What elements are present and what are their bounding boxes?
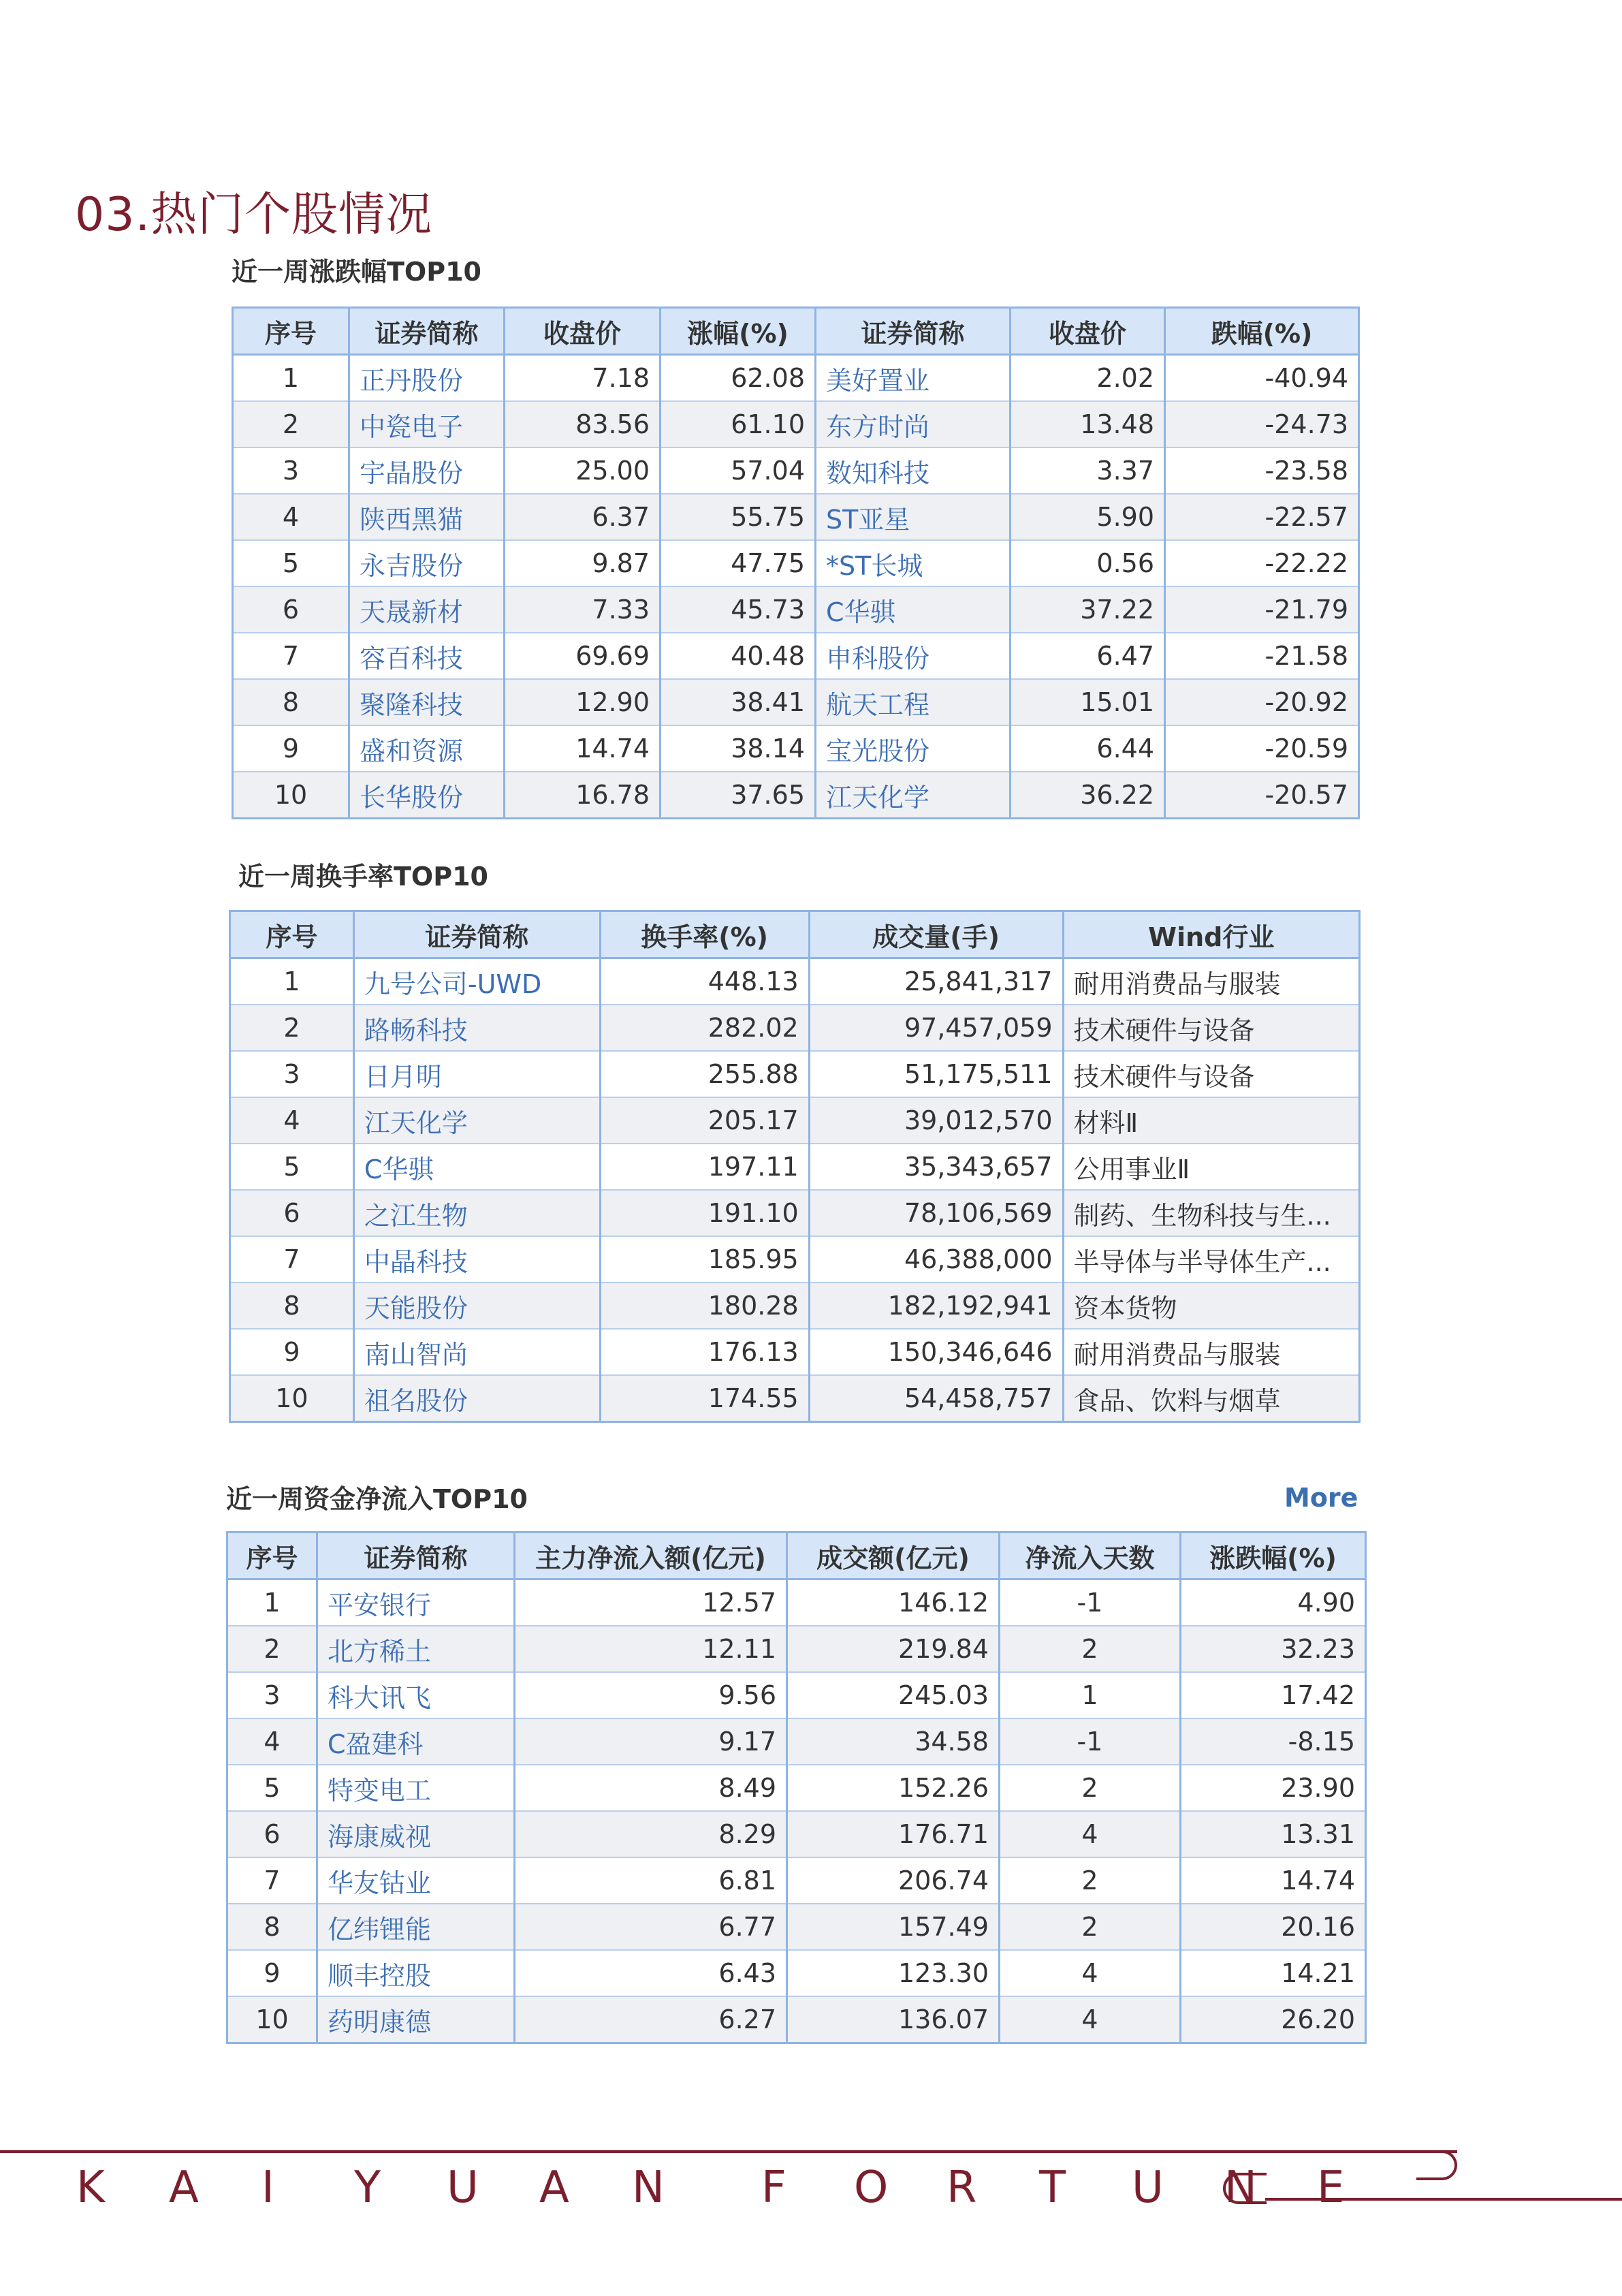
cell-no: 10 <box>233 772 349 819</box>
table-row <box>227 1904 1366 1950</box>
table-row <box>233 494 1359 540</box>
cell-name[interactable] <box>317 1765 515 1811</box>
cell-no: 1 <box>227 1579 317 1626</box>
table-row <box>233 679 1359 725</box>
cell-loss-pct: -24.73 <box>1165 401 1359 447</box>
stock-link[interactable]: 宇晶股份 <box>360 458 464 488</box>
col-header-inflow: 主力净流入额(亿元) <box>515 1532 787 1579</box>
stock-link[interactable]: 申科股份 <box>826 643 930 674</box>
stock-link[interactable]: 祖名股份 <box>364 1385 468 1416</box>
stock-link[interactable]: 江天化学 <box>826 782 930 813</box>
stock-link[interactable]: 长华股份 <box>360 782 464 813</box>
cell-amount: 146.12 <box>787 1579 1000 1626</box>
cell-no: 1 <box>230 958 354 1005</box>
stock-link[interactable]: 华友钴业 <box>328 1868 432 1898</box>
cell-volume: 51,175,511 <box>809 1051 1063 1097</box>
cell-no: 7 <box>227 1857 317 1904</box>
table-row <box>230 1236 1360 1283</box>
stock-link[interactable]: 日月明 <box>364 1061 442 1092</box>
stock-link[interactable]: 平安银行 <box>328 1590 432 1620</box>
brand-letter: U <box>1132 2163 1164 2213</box>
table-row <box>227 1765 1366 1811</box>
brand-letter: N <box>1224 2163 1257 2213</box>
cell-change: 20.16 <box>1181 1904 1366 1950</box>
cell-amount: 176.71 <box>787 1811 1000 1857</box>
stock-link[interactable]: 路畅科技 <box>364 1015 468 1045</box>
cell-inflow: 6.27 <box>515 1996 787 2043</box>
cell-turnover: 180.28 <box>600 1283 809 1329</box>
stock-link[interactable]: 海康威视 <box>328 1821 432 1852</box>
cell-amount: 219.84 <box>787 1626 1000 1672</box>
cell-no: 10 <box>227 1996 317 2043</box>
stock-link[interactable]: 宝光股份 <box>826 736 930 766</box>
col-header-amount: 成交额(亿元) <box>787 1532 1000 1579</box>
brand-letter: A <box>539 2163 569 2213</box>
cell-change: 23.90 <box>1181 1765 1366 1811</box>
brand-letter: E <box>1317 2163 1345 2213</box>
cell-name[interactable] <box>353 1236 600 1283</box>
brand-letter: R <box>947 2163 977 2213</box>
cell-inflow: 6.81 <box>515 1857 787 1904</box>
cell-turnover: 174.55 <box>600 1375 809 1422</box>
cell-name[interactable] <box>317 1718 515 1765</box>
cell-no: 8 <box>233 679 349 725</box>
cell-no: 9 <box>233 725 349 772</box>
stock-link[interactable]: ST亚星 <box>826 504 910 535</box>
cell-gain-close: 7.18 <box>505 355 661 402</box>
cell-name[interactable] <box>353 1144 600 1190</box>
cell-turnover: 205.17 <box>600 1097 809 1144</box>
table-row <box>230 1097 1360 1144</box>
cell-change: 4.90 <box>1181 1579 1366 1626</box>
cell-volume: 54,458,757 <box>809 1375 1063 1422</box>
table2-title: 近一周换手率TOP10 <box>238 862 488 892</box>
cell-gain-close: 16.78 <box>505 772 661 819</box>
cell-loss-close: 6.44 <box>1011 725 1165 772</box>
cell-volume: 46,388,000 <box>809 1236 1063 1283</box>
col-header-days: 净流入天数 <box>1000 1532 1181 1579</box>
cell-volume: 182,192,941 <box>809 1283 1063 1329</box>
col-header-no: 序号 <box>230 911 354 958</box>
cell-loss-name[interactable] <box>816 725 1011 772</box>
stock-link[interactable]: 中晶科技 <box>364 1246 468 1277</box>
cell-loss-pct: -22.22 <box>1165 540 1359 586</box>
stock-link[interactable]: 天能股份 <box>364 1293 468 1323</box>
cell-loss-pct: -21.58 <box>1165 633 1359 679</box>
cell-loss-close: 13.48 <box>1011 401 1165 447</box>
cell-inflow: 9.17 <box>515 1718 787 1765</box>
cell-no: 3 <box>233 447 349 494</box>
cell-volume: 97,457,059 <box>809 1005 1063 1051</box>
cell-loss-pct: -20.57 <box>1165 772 1359 819</box>
cell-volume: 39,012,570 <box>809 1097 1063 1144</box>
cell-no: 3 <box>230 1051 354 1097</box>
stock-link[interactable]: 顺丰控股 <box>328 1960 432 1991</box>
cell-amount: 136.07 <box>787 1996 1000 2043</box>
col-header-no: 序号 <box>233 308 349 355</box>
cell-loss-pct: -20.92 <box>1165 679 1359 725</box>
table-row <box>233 633 1359 679</box>
cell-no: 8 <box>227 1904 317 1950</box>
stock-link[interactable]: 盛和资源 <box>360 736 464 766</box>
cell-gain-close: 6.37 <box>505 494 661 540</box>
cell-no: 4 <box>233 494 349 540</box>
cell-loss-name[interactable] <box>816 401 1011 447</box>
col-header-name: 证券简称 <box>317 1532 515 1579</box>
col-header-change: 涨跌幅(%) <box>1181 1532 1366 1579</box>
cell-industry: 耐用消费品与服装 <box>1063 958 1359 1005</box>
cell-name[interactable] <box>353 1097 600 1144</box>
col-header-turnover: 换手率(%) <box>600 911 809 958</box>
cell-gain-name[interactable] <box>349 679 505 725</box>
cell-no: 3 <box>227 1672 317 1718</box>
col-header-volume: 成交量(手) <box>809 911 1063 958</box>
stock-link[interactable]: 北方稀土 <box>328 1636 432 1667</box>
cell-name[interactable] <box>353 1190 600 1236</box>
table-row <box>233 447 1359 494</box>
cell-inflow: 6.43 <box>515 1950 787 1996</box>
table-row <box>233 355 1359 402</box>
cell-change: 26.20 <box>1181 1996 1366 2043</box>
cell-volume: 150,346,646 <box>809 1329 1063 1375</box>
cell-name[interactable] <box>353 1375 600 1422</box>
stock-link[interactable]: 中瓷电子 <box>360 411 464 442</box>
cell-industry: 技术硬件与设备 <box>1063 1005 1359 1051</box>
cell-loss-close: 5.90 <box>1011 494 1165 540</box>
cell-no: 9 <box>230 1329 354 1375</box>
cell-no: 10 <box>230 1375 354 1422</box>
cell-no: 5 <box>233 540 349 586</box>
brand-letter: A <box>169 2163 199 2213</box>
brand-letter: I <box>261 2163 274 2213</box>
cell-gain-close: 9.87 <box>505 540 661 586</box>
cell-loss-name[interactable] <box>816 633 1011 679</box>
col-header-gain-pct: 涨幅(%) <box>661 308 816 355</box>
table-row <box>230 1329 1360 1375</box>
cell-loss-pct: -40.94 <box>1165 355 1359 402</box>
cell-gain-name[interactable] <box>349 540 505 586</box>
stock-link[interactable]: C盈建科 <box>328 1729 424 1759</box>
stock-link[interactable]: 特变电工 <box>328 1775 432 1806</box>
col-header-loss-close: 收盘价 <box>1011 308 1165 355</box>
cell-turnover: 197.11 <box>600 1144 809 1190</box>
cell-days: -1 <box>1000 1718 1181 1765</box>
cell-days: 1 <box>1000 1672 1181 1718</box>
table-header-row <box>233 308 1359 355</box>
stock-link[interactable]: 东方时尚 <box>826 411 930 442</box>
cell-loss-name[interactable] <box>816 540 1011 586</box>
cell-name[interactable] <box>317 1904 515 1950</box>
cell-gain-name[interactable] <box>349 494 505 540</box>
cell-inflow: 9.56 <box>515 1672 787 1718</box>
cell-gain-pct: 40.48 <box>661 633 816 679</box>
cell-gain-name[interactable] <box>349 633 505 679</box>
cell-name[interactable] <box>317 1672 515 1718</box>
stock-link[interactable]: *ST长城 <box>826 550 923 581</box>
cell-no: 8 <box>230 1283 354 1329</box>
col-header-gain-name: 证券简称 <box>349 308 505 355</box>
cell-industry: 食品、饮料与烟草 <box>1063 1375 1359 1422</box>
brand-letter: O <box>854 2163 889 2213</box>
cell-industry: 公用事业Ⅱ <box>1063 1144 1359 1190</box>
stock-link[interactable]: 美好置业 <box>826 365 930 396</box>
table-row <box>230 1144 1360 1190</box>
cell-days: -1 <box>1000 1579 1181 1626</box>
table-row <box>230 1051 1360 1097</box>
brand-letter: U <box>447 2163 479 2213</box>
cell-amount: 157.49 <box>787 1904 1000 1950</box>
cell-gain-name[interactable] <box>349 447 505 494</box>
table-row <box>227 1718 1366 1765</box>
col-header-loss-name: 证券简称 <box>816 308 1011 355</box>
turnover-table <box>229 910 1361 1423</box>
cell-loss-pct: -22.57 <box>1165 494 1359 540</box>
cell-name[interactable] <box>353 1005 600 1051</box>
cell-change: 14.21 <box>1181 1950 1366 1996</box>
cell-days: 4 <box>1000 1996 1181 2043</box>
table-row <box>230 1375 1360 1422</box>
cell-loss-name[interactable] <box>816 772 1011 819</box>
footer-rule-cap-right <box>1416 2150 1457 2180</box>
footer-rule-top <box>0 2150 1457 2153</box>
cell-change: 13.31 <box>1181 1811 1366 1857</box>
cell-name[interactable] <box>317 1811 515 1857</box>
table-row <box>230 958 1360 1005</box>
cell-no: 6 <box>233 586 349 633</box>
section-heading: 03.热门个股情况 <box>75 188 433 242</box>
cell-inflow: 8.29 <box>515 1811 787 1857</box>
cell-turnover: 282.02 <box>600 1005 809 1051</box>
cell-inflow: 12.11 <box>515 1626 787 1672</box>
cell-no: 5 <box>227 1765 317 1811</box>
col-header-industry: Wind行业 <box>1063 911 1359 958</box>
cell-turnover: 176.13 <box>600 1329 809 1375</box>
stock-link[interactable]: 亿纬锂能 <box>328 1914 432 1945</box>
cell-amount: 34.58 <box>787 1718 1000 1765</box>
cell-industry: 制药、生物科技与生... <box>1063 1190 1359 1236</box>
cell-gain-name[interactable] <box>349 355 505 402</box>
cell-name[interactable] <box>317 1996 515 2043</box>
cell-no: 9 <box>227 1950 317 1996</box>
brand-letter: K <box>76 2163 105 2213</box>
cell-gain-pct: 57.04 <box>661 447 816 494</box>
cell-gain-pct: 45.73 <box>661 586 816 633</box>
cell-gain-name[interactable] <box>349 725 505 772</box>
stock-link[interactable]: 药明康德 <box>328 2007 432 2037</box>
col-header-loss-pct: 跌幅(%) <box>1165 308 1359 355</box>
stock-link[interactable]: 正丹股份 <box>360 365 464 396</box>
cell-days: 4 <box>1000 1811 1181 1857</box>
cell-loss-name[interactable] <box>816 586 1011 633</box>
cell-change: -8.15 <box>1181 1718 1366 1765</box>
gainers-losers-table <box>232 306 1360 819</box>
cell-no: 7 <box>233 633 349 679</box>
cell-industry: 半导体与半导体生产... <box>1063 1236 1359 1283</box>
stock-link[interactable]: 陕西黑猫 <box>360 504 464 535</box>
cell-inflow: 12.57 <box>515 1579 787 1626</box>
cell-name[interactable] <box>317 1626 515 1672</box>
brand-letter: T <box>1039 2163 1066 2213</box>
col-header-no: 序号 <box>227 1532 317 1579</box>
cell-no: 5 <box>230 1144 354 1190</box>
cell-gain-name[interactable] <box>349 401 505 447</box>
table-row <box>227 1672 1366 1718</box>
cell-gain-pct: 38.14 <box>661 725 816 772</box>
cell-loss-pct: -21.79 <box>1165 586 1359 633</box>
stock-link[interactable]: 之江生物 <box>364 1200 468 1231</box>
cell-loss-name[interactable] <box>816 679 1011 725</box>
cell-loss-name[interactable] <box>816 447 1011 494</box>
table-row <box>233 725 1359 772</box>
fund-inflow-table <box>226 1531 1367 2044</box>
cell-gain-name[interactable] <box>349 772 505 819</box>
cell-loss-pct: -20.59 <box>1165 725 1359 772</box>
table-row <box>227 1996 1366 2043</box>
cell-name[interactable] <box>353 1051 600 1097</box>
cell-days: 2 <box>1000 1765 1181 1811</box>
cell-gain-pct: 55.75 <box>661 494 816 540</box>
cell-name[interactable] <box>353 958 600 1005</box>
table-row <box>233 401 1359 447</box>
cell-amount: 123.30 <box>787 1950 1000 1996</box>
cell-name[interactable] <box>353 1329 600 1375</box>
cell-amount: 206.74 <box>787 1857 1000 1904</box>
stock-link[interactable]: 科大讯飞 <box>328 1682 432 1713</box>
cell-volume: 78,106,569 <box>809 1190 1063 1236</box>
cell-gain-pct: 47.75 <box>661 540 816 586</box>
table-row <box>233 586 1359 633</box>
cell-gain-name[interactable] <box>349 586 505 633</box>
cell-days: 4 <box>1000 1950 1181 1996</box>
stock-link[interactable]: 永吉股份 <box>360 550 464 581</box>
cell-loss-close: 6.47 <box>1011 633 1165 679</box>
table1-title: 近一周涨跌幅TOP10 <box>232 257 481 287</box>
cell-days: 2 <box>1000 1626 1181 1672</box>
cell-gain-close: 12.90 <box>505 679 661 725</box>
cell-days: 2 <box>1000 1904 1181 1950</box>
cell-gain-close: 14.74 <box>505 725 661 772</box>
stock-link[interactable]: 九号公司-UWD <box>364 969 542 999</box>
cell-gain-pct: 37.65 <box>661 772 816 819</box>
stock-link[interactable]: 南山智尚 <box>364 1339 468 1370</box>
cell-no: 7 <box>230 1236 354 1283</box>
cell-loss-close: 3.37 <box>1011 447 1165 494</box>
cell-turnover: 185.95 <box>600 1236 809 1283</box>
table-row <box>230 1190 1360 1236</box>
cell-no: 6 <box>227 1811 317 1857</box>
cell-turnover: 255.88 <box>600 1051 809 1097</box>
cell-loss-close: 36.22 <box>1011 772 1165 819</box>
brand-wordmark <box>76 2163 1410 2213</box>
table-row <box>230 1283 1360 1329</box>
cell-days: 2 <box>1000 1857 1181 1904</box>
stock-link[interactable]: 天晟新材 <box>360 597 464 627</box>
cell-inflow: 6.77 <box>515 1904 787 1950</box>
cell-change: 32.23 <box>1181 1626 1366 1672</box>
cell-gain-close: 7.33 <box>505 586 661 633</box>
cell-industry: 材料Ⅱ <box>1063 1097 1359 1144</box>
cell-turnover: 191.10 <box>600 1190 809 1236</box>
table-row <box>233 540 1359 586</box>
cell-amount: 152.26 <box>787 1765 1000 1811</box>
cell-loss-name[interactable] <box>816 494 1011 540</box>
cell-turnover: 448.13 <box>600 958 809 1005</box>
table-header-row <box>227 1532 1366 1579</box>
table-row <box>233 772 1359 819</box>
cell-loss-close: 0.56 <box>1011 540 1165 586</box>
cell-gain-pct: 38.41 <box>661 679 816 725</box>
cell-name[interactable] <box>353 1283 600 1329</box>
cell-gain-close: 69.69 <box>505 633 661 679</box>
brand-letter: F <box>761 2163 786 2213</box>
table-row <box>227 1626 1366 1672</box>
stock-link[interactable]: 容百科技 <box>360 643 464 674</box>
table-row <box>227 1811 1366 1857</box>
cell-industry: 耐用消费品与服装 <box>1063 1329 1359 1375</box>
cell-loss-name[interactable] <box>816 355 1011 402</box>
cell-no: 4 <box>227 1718 317 1765</box>
col-header-gain-close: 收盘价 <box>505 308 661 355</box>
cell-change: 14.74 <box>1181 1857 1366 1904</box>
cell-loss-close: 2.02 <box>1011 355 1165 402</box>
cell-gain-close: 25.00 <box>505 447 661 494</box>
stock-link[interactable]: 数知科技 <box>826 458 930 488</box>
table-row <box>230 1005 1360 1051</box>
cell-gain-close: 83.56 <box>505 401 661 447</box>
cell-loss-close: 15.01 <box>1011 679 1165 725</box>
cell-gain-pct: 61.10 <box>661 401 816 447</box>
cell-change: 17.42 <box>1181 1672 1366 1718</box>
cell-no: 2 <box>233 401 349 447</box>
stock-link[interactable]: 江天化学 <box>364 1107 468 1138</box>
cell-gain-pct: 62.08 <box>661 355 816 402</box>
cell-name[interactable] <box>317 1950 515 1996</box>
more-link[interactable]: More <box>1284 1483 1358 1513</box>
stock-link[interactable]: C华骐 <box>826 597 896 627</box>
cell-amount: 245.03 <box>787 1672 1000 1718</box>
stock-link[interactable]: 聚隆科技 <box>360 689 464 720</box>
cell-name[interactable] <box>317 1857 515 1904</box>
brand-letter: Y <box>354 2163 381 2213</box>
cell-industry: 资本货物 <box>1063 1283 1359 1329</box>
cell-no: 6 <box>230 1190 354 1236</box>
cell-volume: 35,343,657 <box>809 1144 1063 1190</box>
cell-name[interactable] <box>317 1579 515 1626</box>
cell-no: 4 <box>230 1097 354 1144</box>
cell-no: 2 <box>227 1626 317 1672</box>
table-row <box>227 1950 1366 1996</box>
cell-inflow: 8.49 <box>515 1765 787 1811</box>
brand-letter: N <box>632 2163 665 2213</box>
cell-loss-close: 37.22 <box>1011 586 1165 633</box>
stock-link[interactable]: 航天工程 <box>826 689 930 720</box>
cell-volume: 25,841,317 <box>809 958 1063 1005</box>
table-row <box>227 1579 1366 1626</box>
cell-no: 2 <box>230 1005 354 1051</box>
col-header-name: 证券简称 <box>353 911 600 958</box>
stock-link[interactable]: C华骐 <box>364 1154 434 1184</box>
table3-title: 近一周资金净流入TOP10 <box>226 1484 528 1514</box>
cell-no: 1 <box>233 355 349 402</box>
cell-industry: 技术硬件与设备 <box>1063 1051 1359 1097</box>
table-row <box>227 1857 1366 1904</box>
table-header-row <box>230 911 1360 958</box>
cell-loss-pct: -23.58 <box>1165 447 1359 494</box>
